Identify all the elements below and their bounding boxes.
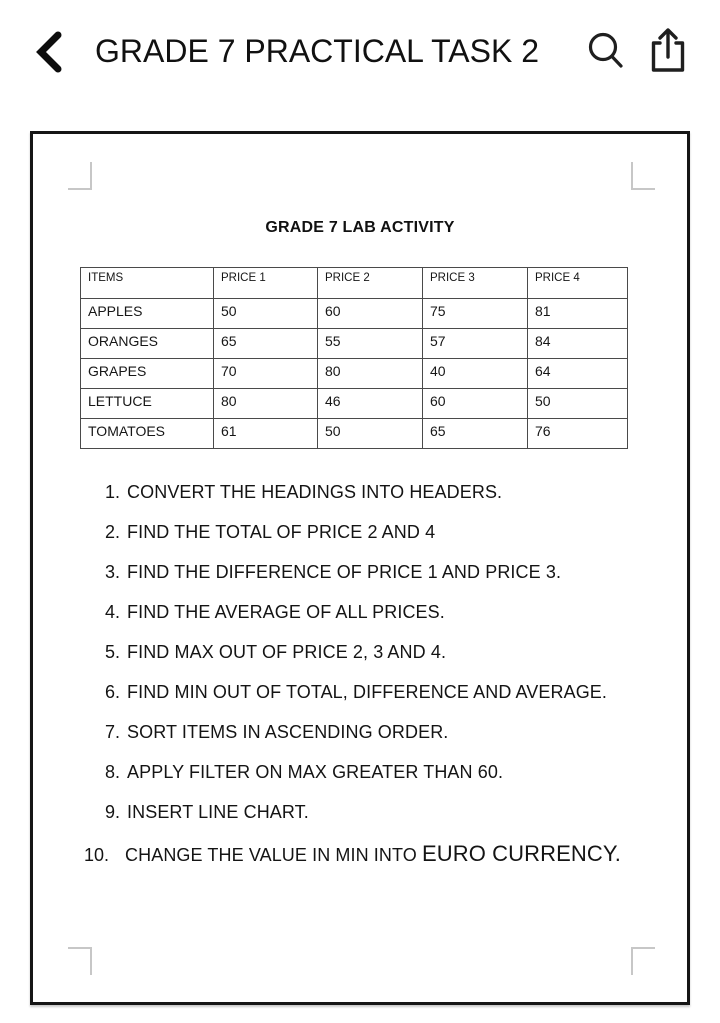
back-button[interactable] [34, 31, 64, 73]
task-number: 6. [105, 682, 121, 702]
price-cell: 50 [528, 389, 628, 419]
document-heading: GRADE 7 LAB ACTIVITY [265, 219, 455, 236]
task-item [33, 682, 687, 702]
item-cell: GRAPES [81, 359, 214, 389]
item-cell: TOMATOES [81, 419, 214, 449]
price-cell: 84 [528, 329, 628, 359]
task-number: 9. [105, 802, 121, 822]
table-header-cell: PRICE 3 [423, 268, 528, 299]
task-text: SORT ITEMS IN ASCENDING ORDER. [127, 722, 449, 742]
task-text: CHANGE THE VALUE IN MIN INTO EURO CURRENCY. [125, 841, 622, 866]
table-header-cell: ITEMS [81, 268, 214, 299]
task-item [33, 482, 687, 502]
page-title: GRADE 7 PRACTICAL TASK 2 [95, 33, 539, 69]
price-cell: 80 [318, 359, 423, 389]
task-item [33, 602, 687, 622]
table-row [81, 359, 628, 389]
price-cell: 65 [423, 419, 528, 449]
price-cell: 75 [423, 299, 528, 329]
app-bar [0, 0, 720, 104]
search-button[interactable] [586, 30, 626, 72]
task-item [33, 762, 687, 782]
price-cell: 40 [423, 359, 528, 389]
task-number: 2. [105, 522, 121, 542]
chevron-left-icon [34, 60, 64, 77]
task-text: FIND THE DIFFERENCE OF PRICE 1 AND PRICE 3. [127, 562, 562, 582]
task-item [33, 642, 687, 662]
task-item [33, 802, 687, 822]
task-item [33, 562, 687, 582]
price-cell: 65 [214, 329, 318, 359]
task-number: 7. [105, 722, 121, 742]
table-header-row [81, 268, 628, 299]
prices-table [80, 267, 628, 449]
task-text: CONVERT THE HEADINGS INTO HEADERS. [127, 482, 503, 502]
task-number: 4. [105, 602, 121, 622]
item-cell: LETTUCE [81, 389, 214, 419]
table-row [81, 389, 628, 419]
task-item [33, 522, 687, 542]
task-number: 3. [105, 562, 121, 582]
price-cell: 55 [318, 329, 423, 359]
margin-corner-mark-bottom-left [68, 947, 92, 975]
task-text: FIND MIN OUT OF TOTAL, DIFFERENCE AND AVERAGE. [127, 682, 608, 702]
price-cell: 70 [214, 359, 318, 389]
task-number: 10. [84, 845, 110, 865]
task-number: 8. [105, 762, 121, 782]
search-icon [586, 59, 626, 76]
task-text: APPLY FILTER ON MAX GREATER THAN 60. [127, 762, 504, 782]
share-icon [647, 61, 689, 78]
price-cell: 64 [528, 359, 628, 389]
task-number: 1. [105, 482, 121, 502]
margin-corner-mark-bottom-right [631, 947, 655, 975]
margin-corner-mark-top-right [631, 162, 655, 190]
item-cell: ORANGES [81, 329, 214, 359]
task-item [33, 722, 687, 742]
price-cell: 61 [214, 419, 318, 449]
table-row [81, 329, 628, 359]
price-cell: 46 [318, 389, 423, 419]
price-cell: 50 [214, 299, 318, 329]
price-cell: 57 [423, 329, 528, 359]
task-text: FIND THE TOTAL OF PRICE 2 AND 4 [127, 522, 436, 542]
price-cell: 81 [528, 299, 628, 329]
price-cell: 60 [423, 389, 528, 419]
task-text: FIND MAX OUT OF PRICE 2, 3 AND 4. [127, 642, 447, 662]
task-text-emphasis: EURO CURRENCY. [421, 841, 622, 866]
table-row [81, 299, 628, 329]
price-cell: 76 [528, 419, 628, 449]
table-header-cell: PRICE 4 [528, 268, 628, 299]
task-text: INSERT LINE CHART. [127, 802, 309, 822]
price-cell: 50 [318, 419, 423, 449]
price-cell: 80 [214, 389, 318, 419]
task-text: FIND THE AVERAGE OF ALL PRICES. [127, 602, 445, 622]
price-cell: 60 [318, 299, 423, 329]
table-header-cell: PRICE 2 [318, 268, 423, 299]
page-content [33, 134, 687, 1002]
share-button[interactable] [647, 26, 689, 74]
table-header-cell: PRICE 1 [214, 268, 318, 299]
table-row [81, 419, 628, 449]
task-number: 5. [105, 642, 121, 662]
task-item [33, 842, 687, 867]
document-page[interactable] [30, 131, 690, 1005]
margin-corner-mark-top-left [68, 162, 92, 190]
item-cell: APPLES [81, 299, 214, 329]
task-list [33, 482, 687, 887]
